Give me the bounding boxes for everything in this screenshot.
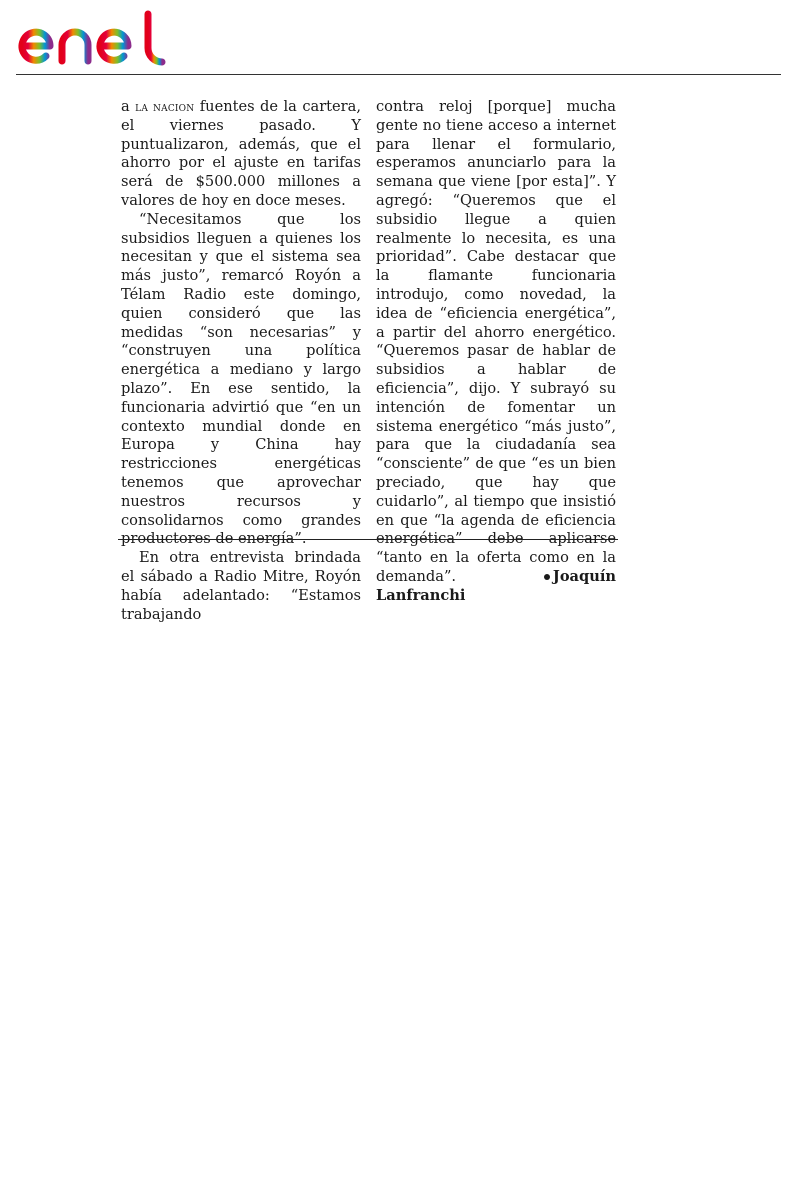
article-column-right bbox=[376, 98, 616, 606]
paragraph bbox=[121, 98, 361, 211]
paragraph-prefix: a bbox=[121, 98, 130, 115]
author-byline: Joaquín Lanfranchi bbox=[376, 567, 616, 604]
article-column-left bbox=[121, 98, 361, 624]
article-end-rule bbox=[118, 539, 618, 540]
paragraph-text: fuentes de la cartera, el viernes pasado. Y puntualizaron, además, que el ahorro por el ajuste en tarifas será de $500.000 millones a valores de hoy en doce meses. bbox=[121, 98, 361, 209]
paragraph-text: contra reloj [porque] mucha gente no tiene acceso a internet para llenar el formulario, esperamos anunciarlo para la semana que viene [por esta]”. Y agregó: “Queremos que el subsidio llegue a quien realmente lo necesita, es una prioridad”. Cabe destacar que la flamante funcionaria introdujo, como novedad, la idea de “eficiencia energética”, a partir del ahorro energético. “Queremos pasar de hablar de subsidios a hablar de eficiencia”, dijo. Y subrayó su intención de fomentar un sistema energético “más justo”, para que la ciudadanía sea “consciente” de que “es un bien preciado, que hay que cuidarlo”, al tiempo que insistió en que “la agenda de eficiencia energética” debe aplicarse “tanto en la oferta como en la demanda”. bbox=[376, 98, 616, 585]
paragraph bbox=[376, 98, 616, 606]
newspaper-name: la nacion bbox=[135, 99, 195, 114]
paragraph: “Necesitamos que los subsidios lleguen a quienes los necesitan y que el sistema sea más justo”, remarcó Royón a Télam Radio este domingo, quien consideró que las medidas “son necesarias” y “construyen una política energética a mediano y largo plazo”. En ese sentido, la funcionaria advirtió que “en un contexto mundial donde en Europa y China hay restricciones energéticas tenemos que aprovechar nuestros recursos y consolidarnos como grandes productores de energía”. bbox=[121, 210, 361, 548]
paragraph: En otra entrevista brindada el sábado a Radio Mitre, Royón había adelantado: “Estamos trabajando bbox=[121, 549, 361, 623]
header-rule bbox=[16, 74, 781, 75]
bullet-icon bbox=[544, 574, 550, 580]
enel-logo-mark bbox=[16, 6, 176, 70]
enel-logo bbox=[16, 6, 176, 70]
